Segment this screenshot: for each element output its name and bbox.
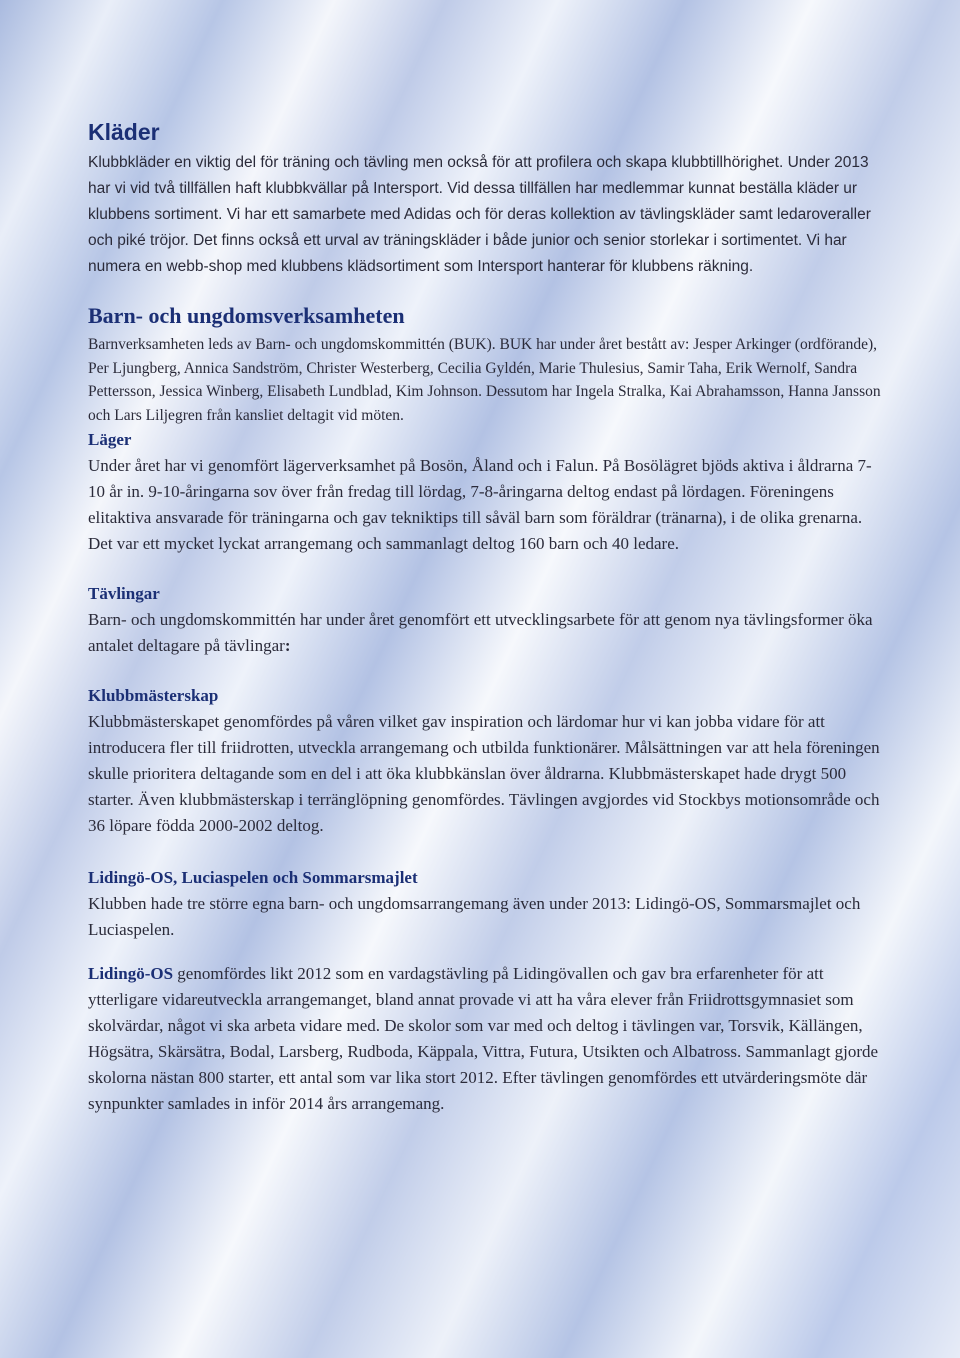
paragraph-klader: Klubbkläder en viktig del för träning och tävling men också för att profilera och skapa klubbtillhörighet. Under 2013 har vi vid två tillfällen haft klubbkvällar på Intersport. Vid dessa tillfällen har medlemmar kunnat beställa kläder ur klubbens sortiment. Vi har ett samarbete med Adidas och för deras kollektion av tävlingskläder samt ledaroveraller och piké tröjor. Det finns också ett urval av träningskläder i både junior och senior storlekar i sortimentet. Vi har numera en webb-shop med klubbens klädsortiment som Intersport hanterar för klubbens räkning. bbox=[88, 154, 871, 275]
heading-tavlingar: Tävlingar bbox=[88, 584, 160, 603]
heading-klader: Kläder bbox=[88, 119, 160, 145]
heading-klubbmasterskap: Klubbmästerskap bbox=[88, 686, 219, 705]
lidingo-os-text: genomfördes likt 2012 som en vardagstävling på Lidingövallen och gav bra erfarenheter för att ytterligare vidareutveckla arrangemanget, bland annat provade vi att ha våra elever från Friidrottsgymnasiet som skolvärdar, något vi ska arbeta vidare med. De skolor som var med och deltog i tävlingen var, Torsvik, Källängen, Högsätra, Skärsätra, Bodal, Larsberg, Rudboda, Käppala, Vittra, Futura, Utsikten och Albatross. Sammanlagt gjorde skolorna nästan 800 starter, ett antal som var lika stort 2012. Efter tävlingen genomfördes ett utvärderingsmöte där synpunkter samlades in inför 2014 års arrangemang. bbox=[88, 964, 879, 1113]
tavlingar-text: Barn- och ungdomskommittén har under året genomfört ett utvecklingsarbete för att genom nya tävlingsformer öka antalet deltagare på tävlingar bbox=[88, 610, 873, 655]
heading-lidingo-os-luciaspelen: Lidingö-OS, Luciaspelen och Sommarsmajlet bbox=[88, 868, 418, 887]
lidingo-os-lead: Lidingö-OS bbox=[88, 964, 174, 983]
paragraph-arrangemang: Klubben hade tre större egna barn- och ungdomsarrangemang även under 2013: Lidingö-OS, Sommarsmajlet och Luciaspelen. bbox=[88, 894, 861, 939]
heading-lager: Läger bbox=[88, 430, 132, 449]
paragraph-klubbmasterskap: Klubbmästerskapet genomfördes på våren vilket gav inspiration och lärdomar hur vi kan jobba vidare för att introducera fler till friidrotten, utveckla arrangemang och utbilda funktionärer. Målsättningen var att hela föreningen skulle prioritera deltagande som en del i att öka klubbkänslan över åldrarna. Klubbmästerskapet hade drygt 500 starter. Även klubbmästerskap i terränglöpning genomfördes. Tävlingen avgjordes vid Stockbys motionsområde och 36 löpare födda 2000-2002 deltog. bbox=[88, 712, 880, 835]
paragraph-buk: Barnverksamheten leds av Barn- och ungdomskommittén (BUK). BUK har under året bestått av: Jesper Arkinger (ordförande), Per Ljungberg, Annica Sandström, Christer Westerberg, Cecilia Gyldén, Marie Thulesius, Samir Taha, Erik Wernolf, Sandra Pettersson, Jessica Winberg, Elisabeth Lundblad, Kim Johnson. Dessutom har Ingela Stralka, Kai Abrahamsson, Hanna Jansson och Lars Liljegren från kansliet deltagit vid möten. bbox=[88, 336, 881, 424]
paragraph-lager: Under året har vi genomfört lägerverksamhet på Bosön, Åland och i Falun. På Bosölägret bjöds aktiva i åldrarna 7-10 år in. 9-10-åringarna sov över från fredag till lördag, 7-8-åringarna deltog endast på lördagen. Föreningens elitaktiva ansvarade för träningarna och gav tekniktips till såväl barn som föräldrar (tränarna), i de olika grenarna. Det var ett mycket lyckat arrangemang och sammanlagt deltog 160 barn och 40 ledare. bbox=[88, 456, 872, 553]
paragraph-lidingo-os bbox=[88, 961, 888, 1117]
heading-barn-ungdom: Barn- och ungdomsverksamheten bbox=[88, 303, 405, 328]
document-page bbox=[88, 118, 888, 1117]
paragraph-tavlingar bbox=[88, 607, 888, 659]
tavlingar-colon: : bbox=[284, 636, 291, 655]
